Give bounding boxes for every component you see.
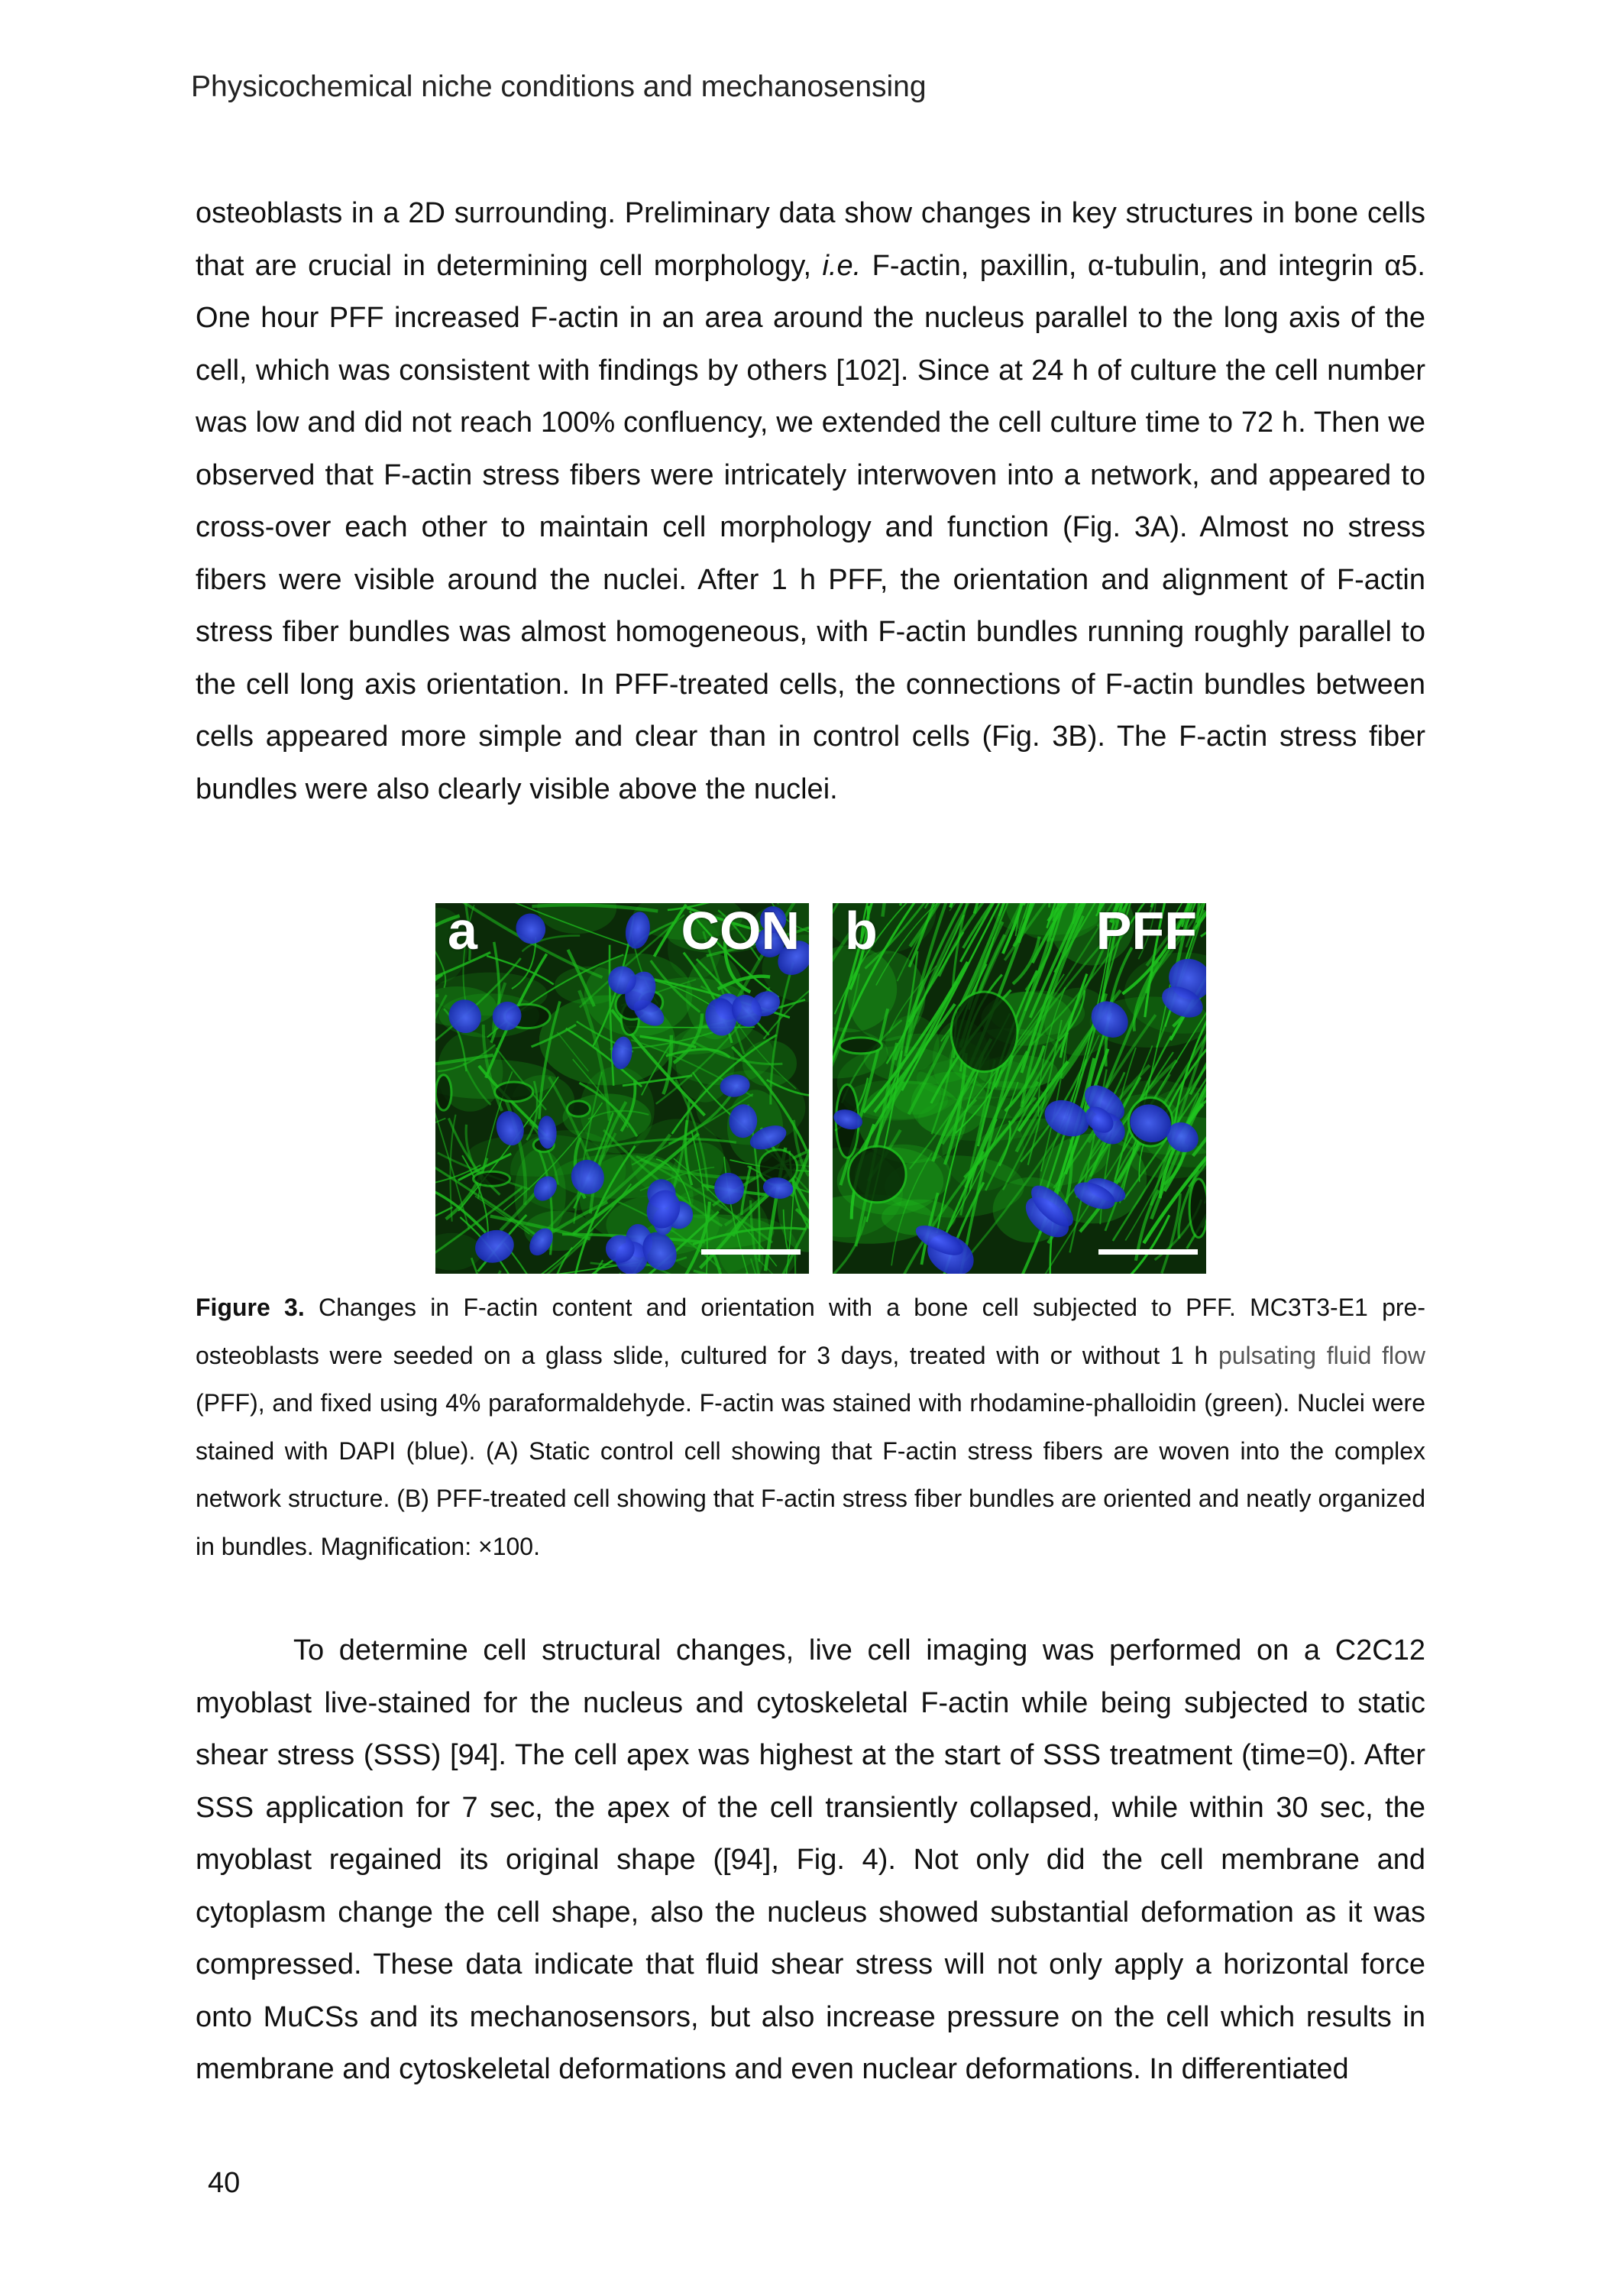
caption-label: Figure 3. xyxy=(196,1294,305,1321)
caption-text: (PFF), and fixed using 4% paraformaldehyde. F-actin was stained with rhodamine-phalloidin (green). Nuclei were stained with DAPI (blue). (A) Static control cell showing that F-actin stress fibers are woven into the complex network structure. (B) PFF-treated cell showing that F-actin stress fiber bundles are oriented and neatly organized in bundles. Magnification: ×100. xyxy=(196,1389,1425,1560)
scale-bar xyxy=(701,1249,801,1255)
paragraph-text: osteoblasts in a 2D surrounding. Preliminary data show changes in key structures in bone cells that are crucial in determining cell morphology, xyxy=(196,197,1425,282)
figure-caption xyxy=(196,1284,1425,1570)
running-header: Physicochemical niche conditions and mechanosensing xyxy=(191,70,927,103)
page-number: 40 xyxy=(208,2167,241,2199)
scale-bar xyxy=(1098,1249,1198,1255)
italic-abbreviation: i.e. xyxy=(822,249,862,282)
panel-letter-b: b xyxy=(845,903,878,960)
panel-letter-a: a xyxy=(448,903,477,960)
body-paragraph-1 xyxy=(196,187,1425,815)
caption-text: Changes in F-actin content and orientation with a bone cell subjected to PFF. MC3T3-E1 pre-osteoblasts were seeded on a glass slide, cultured for 3 days, treated with or without 1 h xyxy=(196,1294,1426,1369)
panel-condition-con: CON xyxy=(681,903,800,960)
micrograph-panel-a xyxy=(435,903,809,1274)
micrograph-panel-b xyxy=(833,903,1206,1274)
paragraph-text: F-actin, paxillin, α-tubulin, and integrin α5. One hour PFF increased F-actin in an area around the nucleus parallel to the long axis of the cell, which was consistent with findings by others [102]. Since at 24 h of culture the cell number was low and did not reach 100% confluency, we extended the cell culture time to 72 h. Then we observed that F-actin stress fibers were intricately interwoven into a network, and appeared to cross-over each other to maintain cell morphology and function (Fig. 3A). Almost no stress fibers were visible around the nuclei. After 1 h PFF, the orientation and alignment of F-actin stress fiber bundles was almost homogeneous, with F-actin bundles running roughly parallel to the cell long axis orientation. In PFF-treated cells, the connections of F-actin bundles between cells appeared more simple and clear than in control cells (Fig. 3B). The F-actin stress fiber bundles were also clearly visible above the nuclei. xyxy=(196,249,1425,805)
body-paragraph-2: To determine cell structural changes, live cell imaging was performed on a C2C12 myoblast live-stained for the nucleus and cytoskeletal F-actin while being subjected to static shear stress (SSS) [94]. The cell apex was highest at the start of SSS treatment (time=0). After SSS application for 7 sec, the apex of the cell transiently collapsed, while within 30 sec, the myoblast regained its original shape ([94], Fig. 4). Not only did the cell membrane and cytoplasm change the cell shape, also the nucleus showed substantial deformation as it was compressed. These data indicate that fluid shear stress will not only apply a horizontal force onto MuCSs and its mechanosensors, but also increase pressure on the cell which results in membrane and cytoskeletal deformations and even nuclear deformations. In differentiated xyxy=(196,1634,1425,2085)
caption-text: pulsating fluid flow xyxy=(1218,1341,1426,1369)
panel-condition-pff: PFF xyxy=(1095,903,1197,960)
figure-3 xyxy=(435,903,1206,1274)
